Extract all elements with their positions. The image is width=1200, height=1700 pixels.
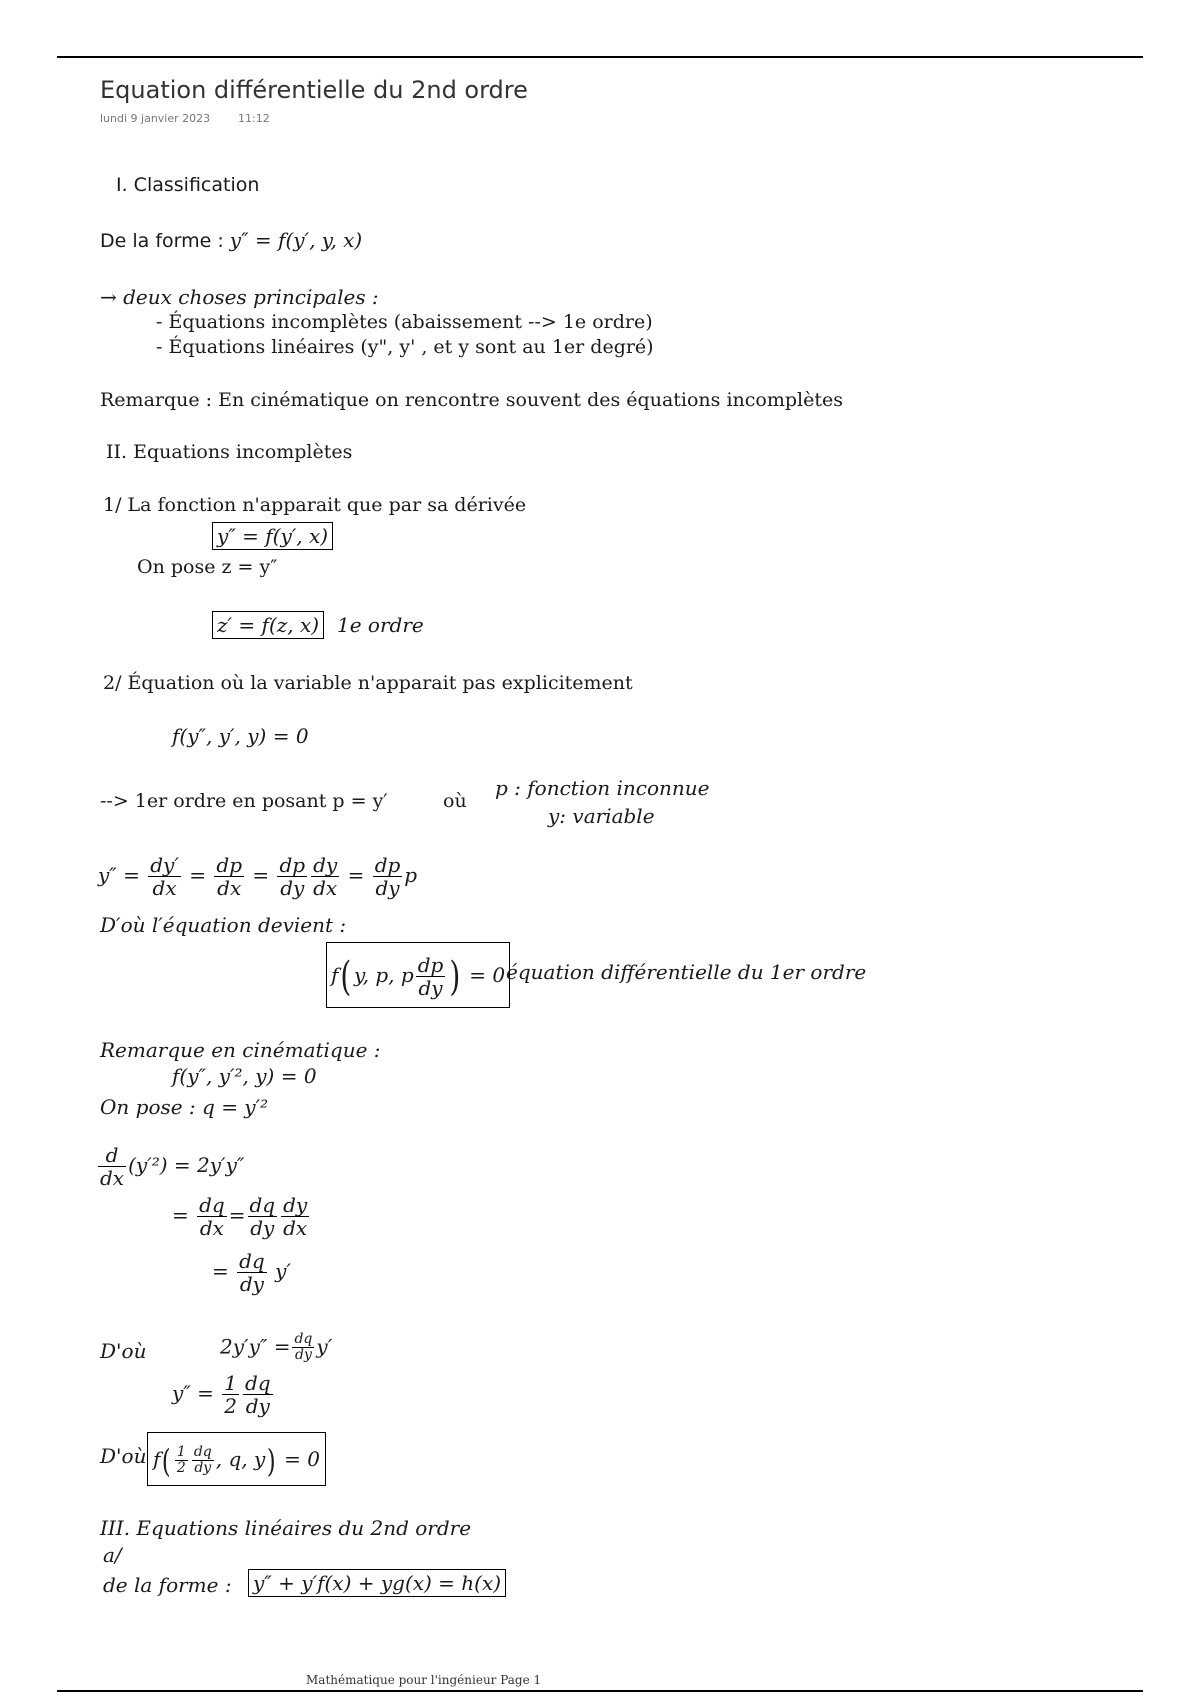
equals: = xyxy=(252,863,270,887)
boxed-final-equation xyxy=(147,1432,326,1486)
page-time: 11:12 xyxy=(238,112,270,125)
equals: = xyxy=(228,1203,246,1227)
first-order-result-label: équation différentielle du 1er ordre xyxy=(506,960,867,984)
frac-dq-dy-small-2 xyxy=(192,1445,214,1477)
function-f: f xyxy=(153,1447,161,1471)
dou-label-2: D'où xyxy=(100,1444,147,1468)
main-points-intro: → deux choses principales : xyxy=(100,285,379,309)
subsection-a: a/ xyxy=(103,1543,122,1567)
boxed-first-order-equation xyxy=(326,942,510,1008)
equals-zero: = 0 xyxy=(469,963,506,987)
numerator: dp xyxy=(417,953,444,977)
numerator: dq xyxy=(239,1249,265,1273)
bullet-incompletes: - Équations incomplètes (abaissement --> 1e ordre) xyxy=(156,311,653,333)
derivative-step-2 xyxy=(172,1194,311,1239)
equals: = xyxy=(172,1203,189,1227)
result-2-lhs: y″ = xyxy=(172,1381,214,1405)
denominator: dx xyxy=(152,876,177,900)
denominator: dy xyxy=(245,1394,270,1418)
result-line-1 xyxy=(220,1332,332,1364)
linear-form-label: de la forme : xyxy=(103,1573,232,1597)
equals-zero: = 0 xyxy=(284,1447,320,1471)
equals: = xyxy=(212,1259,229,1283)
substitution-q: On pose : q = y′² xyxy=(100,1095,269,1119)
denominator: dy xyxy=(418,976,443,1000)
equation-f-zero: f(y″, y′, y) = 0 xyxy=(172,724,309,748)
frac-one-two-small xyxy=(175,1445,188,1477)
yprime-factor: y′ xyxy=(316,1334,333,1359)
function-args: y, p, p xyxy=(354,963,414,987)
numerator: dp xyxy=(374,853,401,877)
denominator: dy xyxy=(294,1347,312,1364)
left-paren: ( xyxy=(340,953,352,1000)
substitution-z: On pose z = y″ xyxy=(137,556,278,578)
function-f: f xyxy=(331,963,339,987)
frac-dy-dx xyxy=(281,1194,309,1239)
denominator: dx xyxy=(217,876,242,900)
part-1-title: 1/ La fonction n'apparait que par sa dérivée xyxy=(103,494,527,516)
frac-dy-dx xyxy=(311,854,339,899)
denominator: dx xyxy=(283,1216,308,1240)
function-args: , q, y xyxy=(215,1447,266,1471)
part-2-title: 2/ Équation où la variable n'apparait pas explicitement xyxy=(103,672,633,694)
right-paren: ) xyxy=(449,953,461,1000)
boxed-eq-yprime: y″ = f(y′, x) xyxy=(212,522,333,550)
boxed-eq-z: z′ = f(z, x) xyxy=(212,611,324,639)
section-2-heading: II. Equations incomplètes xyxy=(106,441,353,463)
boxed-linear-equation: y″ + y′f(x) + yg(x) = h(x) xyxy=(248,1569,506,1597)
first-order-label: 1e ordre xyxy=(337,613,424,637)
frac-one-two xyxy=(222,1372,239,1417)
frac-dq-dy-2 xyxy=(237,1250,267,1295)
frac-dp-dy-box xyxy=(416,954,446,999)
frac-dp-dy-2 xyxy=(373,854,403,899)
equation-becomes: D′où l′équation devient : xyxy=(100,913,347,937)
denominator: 2 xyxy=(224,1394,237,1418)
right-paren: ) xyxy=(267,1441,276,1480)
derivative-rhs: (y′²) = 2y′y″ xyxy=(128,1153,245,1177)
numerator: dq xyxy=(249,1193,276,1217)
denominator: dy xyxy=(239,1272,264,1296)
substitution-p: --> 1er ordre en posant p = y′ xyxy=(100,790,388,812)
top-rule xyxy=(57,56,1143,58)
denominator: dy xyxy=(280,876,305,900)
p-definition: p : fonction inconnue xyxy=(495,776,710,800)
frac-dp-dx xyxy=(214,854,244,899)
bottom-rule xyxy=(57,1690,1143,1692)
page-footer: Mathématique pour l'ingénieur Page 1 xyxy=(306,1673,542,1687)
numerator: dq xyxy=(294,1331,313,1347)
chain-rule-equation xyxy=(98,854,417,899)
numerator: dp xyxy=(279,853,306,877)
numerator: 1 xyxy=(224,1371,237,1395)
numerator: dq xyxy=(244,1371,271,1395)
kinematics-remark: Remarque en cinématique : xyxy=(100,1038,381,1062)
numerator: dy xyxy=(313,853,338,877)
section-1-heading: I. Classification xyxy=(116,174,260,196)
dou-label-1: D'où xyxy=(100,1339,147,1363)
form-prefix: De la forme : xyxy=(100,230,230,252)
equals: = xyxy=(347,863,365,887)
ou-label: où xyxy=(443,790,467,812)
frac-dq-dy-3 xyxy=(243,1372,273,1417)
page-title: Equation différentielle du 2nd ordre xyxy=(100,76,528,104)
form-line xyxy=(100,228,362,252)
denominator: dx xyxy=(313,876,338,900)
denominator: 2 xyxy=(176,1460,186,1476)
frac-dp-dy xyxy=(277,854,307,899)
denominator: dx xyxy=(199,1216,224,1240)
numerator: dy′ xyxy=(150,853,179,877)
yprime-factor: y′ xyxy=(275,1259,291,1283)
numerator: 1 xyxy=(176,1443,186,1460)
numerator: dp xyxy=(216,853,242,877)
p-factor: p xyxy=(404,863,418,887)
left-paren: ( xyxy=(162,1441,172,1480)
equals: = xyxy=(189,863,207,887)
derivative-line xyxy=(96,1144,244,1189)
frac-dq-dy-small xyxy=(292,1332,314,1364)
frac-dyp-dx xyxy=(148,854,181,899)
denominator: dy xyxy=(194,1460,212,1476)
chain-lhs: y″ = xyxy=(98,863,140,887)
numerator: d xyxy=(98,1144,126,1167)
page-date: lundi 9 janvier 2023 xyxy=(100,112,211,125)
numerator: dy xyxy=(283,1193,308,1217)
derivative-step-3 xyxy=(212,1250,291,1295)
result-1-lhs: 2y′y″ = xyxy=(220,1334,291,1359)
frac-dq-dx xyxy=(197,1194,227,1239)
bullet-lineaires: - Équations linéaires (y", y' , et y sont au 1er degré) xyxy=(156,336,654,358)
frac-d-dx xyxy=(98,1144,126,1189)
kinematics-equation: f(y″, y′², y) = 0 xyxy=(172,1064,317,1088)
section-3-heading: III. Equations linéaires du 2nd ordre xyxy=(100,1516,472,1540)
numerator: dq xyxy=(193,1443,212,1460)
denominator: dy xyxy=(250,1216,275,1240)
form-equation: y″ = f(y′, y, x) xyxy=(229,228,363,252)
y-definition: y: variable xyxy=(548,804,655,828)
result-line-2 xyxy=(172,1372,275,1417)
numerator: dq xyxy=(199,1193,225,1217)
remark-cinematique: Remarque : En cinématique on rencontre souvent des équations incomplètes xyxy=(100,389,843,411)
denominator: dy xyxy=(375,876,400,900)
frac-dq-dy xyxy=(248,1194,278,1239)
denominator: dx xyxy=(100,1166,125,1190)
